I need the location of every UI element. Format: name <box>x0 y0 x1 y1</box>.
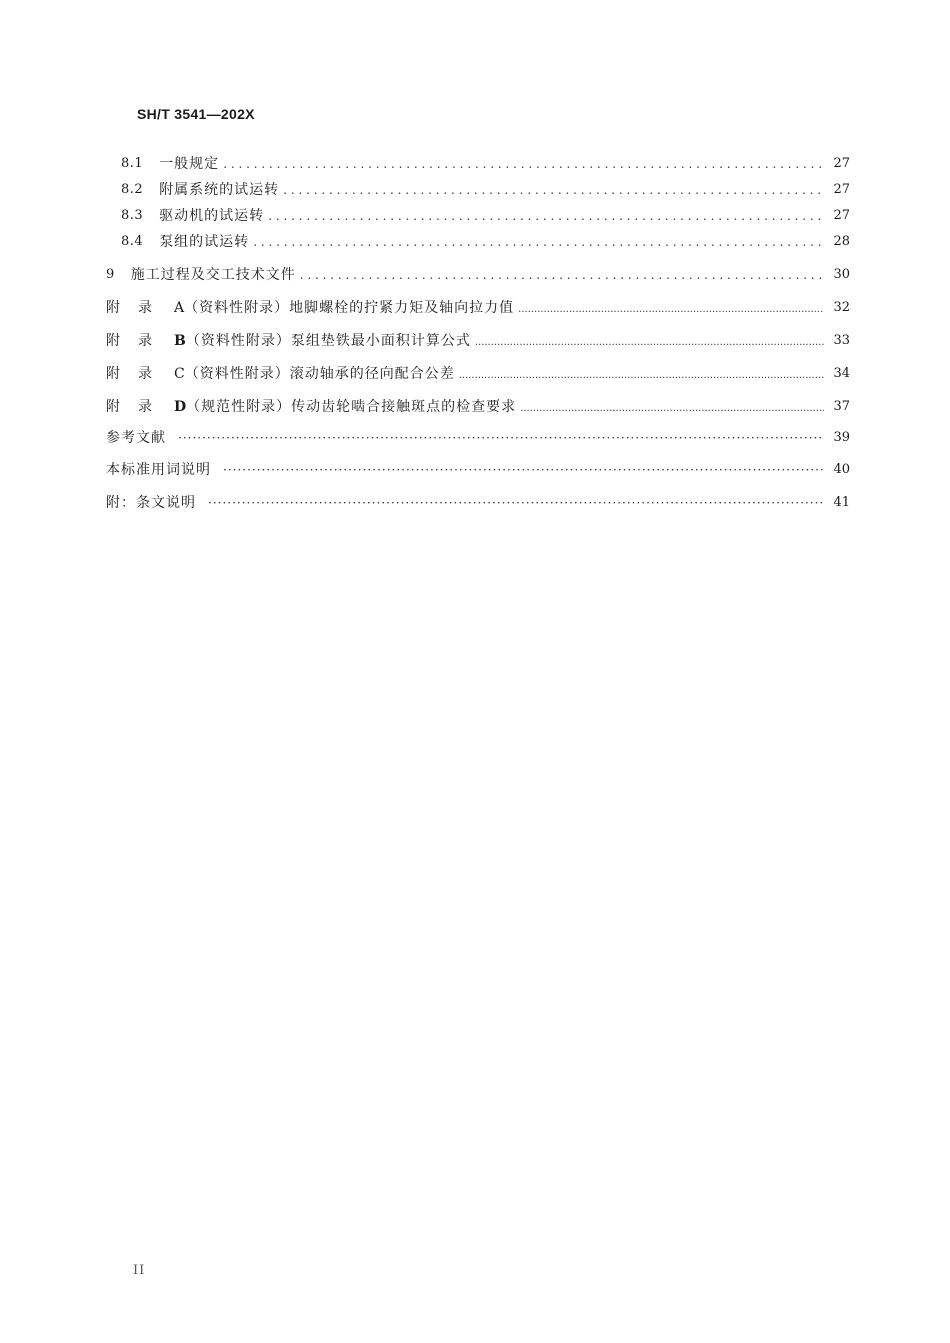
appendix-label: 附录 <box>106 333 170 349</box>
toc-entry-number: 8.1 <box>121 156 144 171</box>
appendix-letter: C <box>174 366 185 382</box>
appendix-letter: A <box>174 300 185 316</box>
appendix-label: 附录 <box>106 399 170 415</box>
toc-entry-page: 30 <box>833 267 850 282</box>
toc-entry-page: 37 <box>833 399 850 414</box>
toc-entry-title: （资料性附录）地脚螺栓的拧紧力矩及轴向拉力值 <box>184 300 515 316</box>
toc-entry-title: 附属系统的试运转 <box>159 182 280 198</box>
toc-leader-dots <box>520 398 824 416</box>
toc-entry-8-3[interactable] <box>0 203 950 225</box>
toc-entry-8-1[interactable] <box>0 151 950 173</box>
toc-entry-number: 8.2 <box>121 182 144 197</box>
toc-entry-chapter-9[interactable] <box>0 262 950 284</box>
toc-leader-dots <box>178 429 824 447</box>
toc-entry-title: （规范性附录）传动齿轮啮合接触斑点的检查要求 <box>186 399 517 415</box>
toc-leader-dots <box>253 233 824 251</box>
appendix-letter: D <box>174 399 187 415</box>
toc-entry-page: 39 <box>833 430 850 445</box>
toc-entry-page: 27 <box>833 208 850 223</box>
toc-entry-page: 32 <box>833 300 850 315</box>
toc-entry-8-4[interactable] <box>0 229 950 251</box>
toc-leader-dots <box>223 461 824 479</box>
toc-entry-title: （资料性附录）泵组垫铁最小面积计算公式 <box>185 333 471 349</box>
toc-entry-title: 泵组的试运转 <box>159 234 250 250</box>
document-code-header: SH/T 3541—202X <box>137 106 255 122</box>
toc-entry-appendix-b[interactable] <box>0 328 950 350</box>
toc-entry-page: 27 <box>833 182 850 197</box>
toc-entry-title: （资料性附录）滚动轴承的径向配合公差 <box>184 366 455 382</box>
toc-entry-number: 8.4 <box>121 234 144 249</box>
toc-entry-title: 驱动机的试运转 <box>159 208 265 224</box>
toc-leader-dots <box>459 365 824 383</box>
toc-entry-appendix-a[interactable] <box>0 295 950 317</box>
toc-entry-title: 一般规定 <box>159 156 220 172</box>
appendix-label: 附录 <box>106 300 170 316</box>
toc-entry-page: 41 <box>833 495 850 510</box>
toc-leader-dots <box>223 155 824 173</box>
toc-entry-page: 33 <box>833 333 850 348</box>
toc-entry-page: 27 <box>833 156 850 171</box>
toc-entry-appendix-d[interactable] <box>0 394 950 416</box>
toc-entry-title: 参考文献 <box>106 430 166 446</box>
toc-entry-wording-explanation[interactable] <box>0 457 950 479</box>
toc-leader-dots <box>518 299 824 317</box>
toc-entry-number: 9 <box>106 267 115 282</box>
toc-entry-8-2[interactable] <box>0 177 950 199</box>
toc-entry-appendix-c[interactable] <box>0 361 950 383</box>
appendix-letter: B <box>174 333 186 349</box>
appendix-label: 附录 <box>106 366 170 382</box>
toc-entry-number: 8.3 <box>121 208 144 223</box>
toc-leader-dots <box>268 207 824 225</box>
toc-leader-dots <box>283 181 824 199</box>
toc-leader-dots <box>300 266 824 284</box>
toc-leader-dots <box>208 494 824 512</box>
toc-entry-page: 40 <box>833 462 850 477</box>
toc-leader-dots <box>475 332 824 350</box>
toc-entry-page: 34 <box>833 366 850 381</box>
toc-entry-title: 施工过程及交工技术文件 <box>130 267 296 283</box>
toc-entry-title: 本标准用词说明 <box>106 462 211 478</box>
toc-entry-references[interactable] <box>0 425 950 447</box>
toc-entry-page: 28 <box>833 234 850 249</box>
page-number-footer: II <box>133 1263 146 1278</box>
toc-entry-title: 附：条文说明 <box>106 495 196 511</box>
toc-entry-clause-explanation[interactable] <box>0 490 950 512</box>
